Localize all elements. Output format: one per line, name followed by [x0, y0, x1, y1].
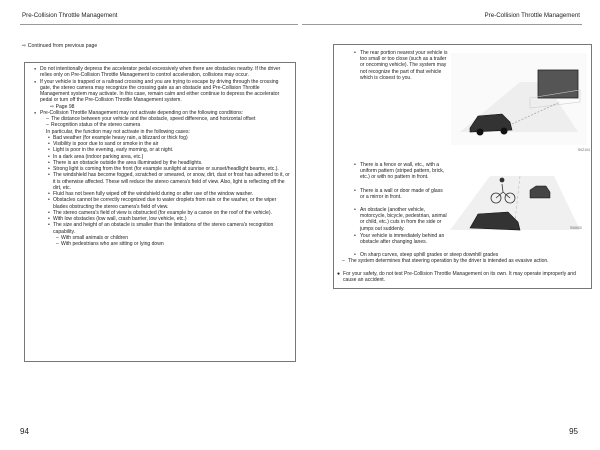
case-item: • Fluid has not been fully wiped off the windshield during or after use of the window washer.: [48, 191, 290, 197]
warning-box: [24, 62, 296, 362]
your-vehicle-text: Your vehicle is immediately behind an obstacle after changing lanes.: [360, 233, 445, 246]
recognition-text: Recognition status of the stereo camera: [51, 122, 141, 129]
case-item: • Bad weather (for example heavy rain, a blizzard or thick fog): [48, 135, 290, 141]
case-item: • The stereo camera's field of view is obstructed (for example by a canoe on the roof of the vehicle).: [48, 210, 290, 216]
case-item: • The windshield has become fogged, scratched or smeared, or snow, dirt, dust or frost has adhered to it, or it is otherwise affected. These will reduce the stereo camera's field of view. Also, light is reflecting off the dirt, etc.: [48, 172, 290, 191]
safety-note: ● For your safety, do not test Pre-Collision Throttle Management on its own. It may operate improperly and cause an accident.: [337, 271, 576, 284]
cases-intro: In particular, the function may not activate in the following cases:: [46, 128, 190, 135]
condition-distance: – The distance between your vehicle and the obstacle, speed difference, and horizontal offset: [46, 116, 290, 122]
condition-recognition: [46, 122, 290, 128]
case-mirror: • There is a wall or door made of glass or a mirror in front.: [354, 188, 443, 201]
mirror-text: There is a wall or door made of glass or a mirror in front.: [360, 188, 443, 201]
continued-note: ⇨ Continued from previous page: [22, 43, 98, 49]
trailer-illustration: [450, 52, 588, 146]
header-rule: [20, 24, 298, 25]
case-sharp-curves: • On sharp curves, steep uphill grades or steep downhill grades: [354, 252, 499, 258]
cut-in-text: An obstacle (another vehicle, motorcycle, bicycle, pedestrian, animal or child, etc.) cuts in from the side or jumps out suddenly.: [360, 207, 447, 232]
page-ref: ⇨ Page 98: [50, 103, 75, 110]
bullet-conditions: [35, 110, 290, 248]
figure-code: S0Z104: [578, 148, 590, 152]
safety-text: For your safety, do not test Pre-Collision Throttle Management on its own. It may operate improperly and cause an accident.: [343, 271, 576, 284]
case-item: • There is an obstacle outside the area illuminated by the headlights.: [48, 160, 290, 166]
railroad-text: If your vehicle is trapped or a railroad crossing and you are trying to escape by driving through the crossing gate, the stereo camera may recognize the crossing gate as an obstacle and Pre-Collision Throttle Management system may activate. In this case, remain calm and either continue to depress the accelerator pedal or turn off the Pre-Collision Throttle Management system.: [40, 78, 280, 104]
case-your-vehicle: • Your vehicle is immediately behind an obstacle after changing lanes.: [360, 233, 590, 245]
header-rule: [302, 24, 582, 25]
decision-text: The system determines that steering operation by the driver is intended as evasive action.: [348, 258, 549, 264]
case-item: [48, 222, 290, 247]
case-size-text: The size and height of an obstacle is smaller than the limitations of the stereo camera's recognition capability.: [53, 222, 274, 235]
cut-in-illustration: [450, 168, 580, 234]
figure-code: S06603: [570, 226, 582, 230]
conditions-text: Pre-Collision Throttle Management may not activate depending on the following conditions:: [40, 109, 244, 116]
right-page: [300, 0, 600, 450]
subcase-item: – With small animals or children: [56, 235, 290, 241]
page-number-left: 94: [20, 427, 29, 436]
case-item: • Strong light is coming from the front (for example sunlight at sunrise or sunset/headlight beams, etc.).: [48, 166, 290, 172]
car-wheel: [477, 129, 484, 136]
case-item: • In a dark area (indoor parking area, etc.): [48, 154, 290, 160]
subcase-item: – With pedestrians who are sitting or lying down: [56, 241, 290, 247]
car-wheel: [501, 128, 508, 135]
case-rear-portion: • The rear portion nearest your vehicle is too small or too close (such as a trailer or oncoming vehicle). The system may not recognize the part of that vehicle which is closest to you.: [354, 50, 448, 81]
cyclist-head: [500, 178, 505, 183]
page-number-right: 95: [569, 427, 578, 436]
fence-text: There is a fence or wall, etc., with a uniform pattern (striped pattern, brick, etc.) or with no pattern in front.: [360, 162, 445, 181]
vehicle-ahead: [530, 186, 550, 198]
rear-portion-text: The rear portion nearest your vehicle is too small or too close (such as a trailer or oncoming vehicle). The system may not recognize the part of that vehicle which is closest to you.: [360, 50, 448, 81]
case-fence: • There is a fence or wall, etc., with a uniform pattern (striped pattern, brick, etc.) or with no pattern in front.: [354, 162, 445, 181]
case-item: • Obstacles cannot be correctly recognized due to water droplets from rain or the washer, or the wiper blades obstructing the stereo camera's field of view.: [48, 197, 290, 210]
running-header-left: Pre-Collision Throttle Management: [22, 12, 118, 19]
case-item: • With low obstacles (low wall, crash barrier, low vehicle, etc.): [48, 216, 290, 222]
sharp-curves-text: On sharp curves, steep uphill grades or steep downhill grades: [360, 252, 499, 258]
case-cut-in: • An obstacle (another vehicle, motorcycle, bicycle, pedestrian, animal or child, etc.) cuts in from the side or jumps out suddenly.: [354, 207, 447, 232]
case-item: • Light is poor in the evening, early morning, or at night.: [48, 147, 290, 153]
case-item: • Visibility is poor due to sand or smoke in the air: [48, 141, 290, 147]
system-decision: – The system determines that steering operation by the driver is intended as evasive action.: [342, 258, 549, 264]
bullet-railroad: [35, 79, 290, 110]
bullet-accelerator: ● Do not intentionally depress the accelerator pedal excessively when there are obstacles nearby. If the driver relies only on Pre-Collision Throttle Management to control acceleration, collisions may occur.: [35, 66, 290, 79]
running-header-right: Pre-Collision Throttle Management: [484, 12, 580, 19]
